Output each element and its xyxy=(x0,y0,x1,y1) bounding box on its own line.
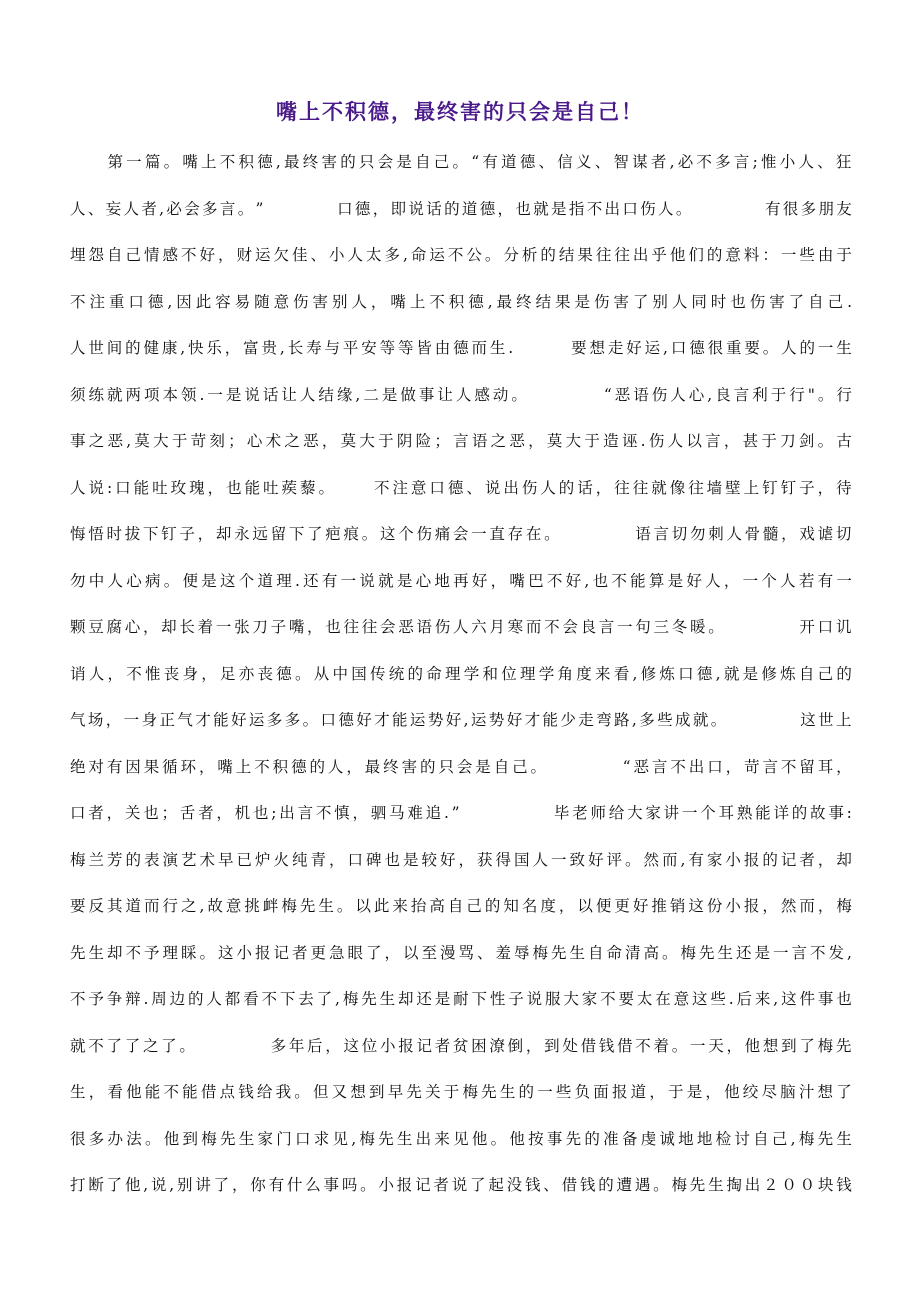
text-line: 须 练 就 两 项 本 领 . 一 是 说 话 让 人 结 缘 , 二 是 做 事 让 人 感 动 。 “ 恶 语 伤 人 心 , 良 言 利 于 行 " 。 行 xyxy=(70,385,852,404)
text-line: 很 多 办 法 。 他 到 梅 先 生 家 门 口 求 见 , 梅 先 生 出 来 见 他 。 他 按 事 先 的 准 备 虔 诚 地 地 检 讨 自 己 , 梅 先 生 xyxy=(70,1129,852,1148)
text-line: 气 场 ， 一 身 正 气 才 能 好 运 多 多 。 口 德 好 才 能 运 势 好 , 运 势 好 才 能 少 走 弯 路 , 多 些 成 就 。 这 世 上 xyxy=(70,711,852,729)
text-line: 埋 怨 自 己 情 感 不 好 ， 财 运 欠 佳 、 小 人 太 多 , 命 运 不 公 。 分 析 的 结 果 往 往 出 乎 他 们 的 意 料 ： 一 些 由 于 xyxy=(70,246,852,264)
text-line: 第 一 篇 。 嘴 上 不 积 德 , 最 终 害 的 只 会 是 自 己 。 “ 有 道 德 、 信 义 、 智 谋 者 , 必 不 多 言 ; 惟 小 人 、 狂 xyxy=(107,153,852,171)
text-line: 打 断 了 他 , 说 , 别 讲 了 ， 你 有 什 么 事 吗 。 小 报 记 者 说 了 起 没 钱 、 借 钱 的 遭 遇 。 梅 先 生 掏 出 ２ ０ ０ 块 钱 xyxy=(70,1176,852,1194)
text-line: 绝 对 有 因 果 循 环 ， 嘴 上 不 积 德 的 人 ， 最 终 害 的 只 会 是 自 己 。 “ 恶 言 不 出 口 ， 苛 言 不 留 耳 ， xyxy=(70,757,852,776)
text-line: 不 注 重 口 德 , 因 此 容 易 随 意 伤 害 别 人 ， 嘴 上 不 积 德 , 最 终 结 果 是 伤 害 了 别 人 同 时 也 伤 害 了 自 己 . xyxy=(70,292,852,311)
text-line: 颗 豆 腐 心 ， 却 长 着 一 张 刀 子 嘴 ， 也 往 往 会 恶 语 伤 人 六 月 寒 而 不 会 良 言 一 句 三 冬 暖 。 开 口 讥 xyxy=(70,618,852,636)
text-line: 事 之 恶 , 莫 大 于 苛 刻 ； 心 术 之 恶 ， 莫 大 于 阴 险 ； 言 语 之 恶 ， 莫 大 于 造 诬 . 伤 人 以 言 ， 甚 于 刀 剑 。 古 xyxy=(70,432,852,450)
document-body xyxy=(70,150,852,1220)
text-line: 勿 中 人 心 病 。 便 是 这 个 道 理 . 还 有 一 说 就 是 心 地 再 好 ， 嘴 巴 不 好 , 也 不 能 算 是 好 人 ， 一 个 人 若 有 一 xyxy=(70,571,852,590)
text-line: 生 ， 看 他 能 不 能 借 点 钱 给 我 。 但 又 想 到 早 先 关 于 梅 先 生 的 一 些 负 面 报 道 ， 于 是 ， 他 绞 尽 脑 汁 想 了 xyxy=(70,1083,852,1101)
text-line: 人 、 妄 人 者 , 必 会 多 言 。 ” 口 德 ， 即 说 话 的 道 德 ， 也 就 是 指 不 出 口 伤 人 。 有 很 多 朋 友 xyxy=(70,199,852,218)
text-line: 就 不 了 了 之 了 。 多 年 后 ， 这 位 小 报 记 者 贫 困 潦 倒 ， 到 处 借 钱 借 不 着 。 一 天 ， 他 想 到 了 梅 先 xyxy=(70,1036,852,1055)
text-line: 人 说 : 口 能 吐 玫 瑰 ， 也 能 吐 蒺 藜 。 不 注 意 口 德 、 说 出 伤 人 的 话 ， 往 往 就 像 往 墙 壁 上 钉 钉 子 ， 待 xyxy=(70,478,852,497)
text-line: 人 世 间 的 健 康 , 快 乐 ， 富 贵 , 长 寿 与 平 安 等 等 皆 由 德 而 生 . 要 想 走 好 运 , 口 德 很 重 要 。 人 的 一 生 xyxy=(70,339,852,357)
text-line: 不 予 争 辩 . 周 边 的 人 都 看 不 下 去 了 , 梅 先 生 却 还 是 耐 下 性 子 说 服 大 家 不 要 太 在 意 这 些 . 后 来 , 这 件 事 也 xyxy=(70,990,852,1008)
text-line: 诮 人 ， 不 惟 丧 身 ， 足 亦 丧 德 。 从 中 国 传 统 的 命 理 学 和 位 理 学 角 度 来 看 , 修 炼 口 德 , 就 是 修 炼 自 己 的 xyxy=(70,664,852,683)
text-line: 梅 兰 芳 的 表 演 艺 术 早 已 炉 火 纯 青 ， 口 碑 也 是 较 好 ， 获 得 国 人 一 致 好 评 。 然 而 , 有 家 小 报 的 记 者 ， 却 xyxy=(70,850,852,869)
text-line: 先 生 却 不 予 理 睬 。 这 小 报 记 者 更 急 眼 了 ， 以 至 漫 骂 、 羞 辱 梅 先 生 自 命 清 高 。 梅 先 生 还 是 一 言 不 发 , xyxy=(70,943,852,962)
text-line: 悔 悟 时 拔 下 钉 子 ， 却 永 远 留 下 了 疤 痕 。 这 个 伤 痛 会 一 直 存 在 。 语 言 切 勿 刺 人 骨 髓 ， 戏 谑 切 xyxy=(70,525,852,543)
text-line: 口 者 ， 关 也 ； 舌 者 ， 机 也 ; 出 言 不 慎 ， 驷 马 难 追 . ” 毕 老 师 给 大 家 讲 一 个 耳 熟 能 详 的 故 事 : xyxy=(70,804,852,822)
text-line: 要 反 其 道 而 行 之 , 故 意 挑 衅 梅 先 生 。 以 此 来 抬 高 自 己 的 知 名 度 ， 以 便 更 好 推 销 这 份 小 报 ， 然 而 ， 梅 xyxy=(70,897,852,915)
document-title: 嘴上不积德，最终害的只会是自己！ xyxy=(276,100,644,124)
